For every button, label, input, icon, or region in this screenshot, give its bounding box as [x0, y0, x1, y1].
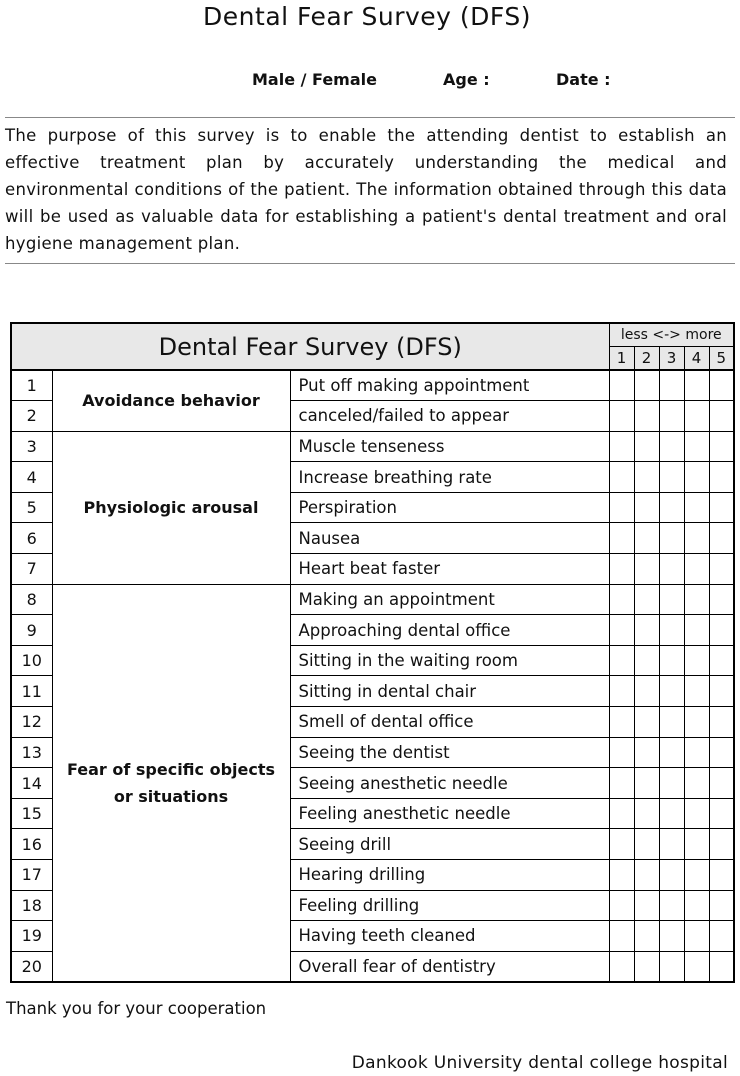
- top-divider: [5, 117, 735, 118]
- item-number: 2: [11, 401, 52, 432]
- rating-cell-1[interactable]: [609, 798, 634, 829]
- item-number: 15: [11, 798, 52, 829]
- survey-item: Sitting in the waiting room: [290, 645, 609, 676]
- rating-cell-5[interactable]: [709, 401, 734, 432]
- age-field-label[interactable]: Age :: [443, 70, 490, 89]
- rating-cell-5[interactable]: [709, 737, 734, 768]
- rating-cell-4[interactable]: [684, 523, 709, 554]
- rating-cell-1[interactable]: [609, 370, 634, 401]
- thanks-note: Thank you for your cooperation: [6, 999, 267, 1018]
- item-number: 12: [11, 707, 52, 738]
- rating-cell-3[interactable]: [659, 370, 684, 401]
- scale-4: 4: [684, 346, 709, 370]
- rating-cell-1[interactable]: [609, 676, 634, 707]
- rating-cell-1[interactable]: [609, 645, 634, 676]
- rating-cell-3[interactable]: [659, 676, 684, 707]
- item-number: 11: [11, 676, 52, 707]
- item-number: 16: [11, 829, 52, 860]
- rating-cell-1[interactable]: [609, 921, 634, 952]
- rating-cell-5[interactable]: [709, 798, 734, 829]
- scale-2: 2: [634, 346, 659, 370]
- rating-cell-5[interactable]: [709, 431, 734, 462]
- rating-cell-4[interactable]: [684, 401, 709, 432]
- survey-item: Muscle tenseness: [290, 431, 609, 462]
- rating-cell-5[interactable]: [709, 554, 734, 585]
- rating-cell-4[interactable]: [684, 462, 709, 493]
- rating-cell-3[interactable]: [659, 615, 684, 646]
- hospital-name: Dankook University dental college hospital: [351, 1053, 728, 1073]
- survey-item: Put off making appointment: [290, 370, 609, 401]
- rating-cell-1[interactable]: [609, 462, 634, 493]
- rating-cell-4[interactable]: [684, 890, 709, 921]
- rating-cell-3[interactable]: [659, 737, 684, 768]
- survey-item: Seeing anesthetic needle: [290, 768, 609, 799]
- table-row: [11, 431, 734, 462]
- rating-cell-1[interactable]: [609, 829, 634, 860]
- survey-item: canceled/failed to appear: [290, 401, 609, 432]
- survey-item: Heart beat faster: [290, 554, 609, 585]
- rating-cell-5[interactable]: [709, 645, 734, 676]
- rating-cell-2[interactable]: [634, 370, 659, 401]
- rating-cell-2[interactable]: [634, 584, 659, 615]
- survey-item: Overall fear of dentistry: [290, 951, 609, 982]
- rating-cell-1[interactable]: [609, 523, 634, 554]
- table-row: [11, 584, 734, 615]
- rating-cell-4[interactable]: [684, 737, 709, 768]
- item-number: 4: [11, 462, 52, 493]
- rating-cell-2[interactable]: [634, 921, 659, 952]
- rating-cell-5[interactable]: [709, 860, 734, 891]
- rating-cell-2[interactable]: [634, 737, 659, 768]
- scale-3: 3: [659, 346, 684, 370]
- date-field-label[interactable]: Date :: [556, 70, 611, 89]
- table-title: Dental Fear Survey (DFS): [11, 323, 609, 370]
- rating-cell-1[interactable]: [609, 707, 634, 738]
- survey-item: Nausea: [290, 523, 609, 554]
- item-number: 17: [11, 860, 52, 891]
- rating-cell-2[interactable]: [634, 768, 659, 799]
- category-label: [52, 584, 290, 982]
- rating-cell-3[interactable]: [659, 890, 684, 921]
- survey-item: Sitting in dental chair: [290, 676, 609, 707]
- table-row: [11, 370, 734, 401]
- rating-cell-1[interactable]: [609, 860, 634, 891]
- category-label: Avoidance behavior: [52, 370, 290, 431]
- survey-item: Feeling drilling: [290, 890, 609, 921]
- item-number: 1: [11, 370, 52, 401]
- item-number: 5: [11, 492, 52, 523]
- rating-cell-5[interactable]: [709, 523, 734, 554]
- dfs-table: [10, 322, 735, 983]
- survey-item: Seeing the dentist: [290, 737, 609, 768]
- rating-cell-2[interactable]: [634, 951, 659, 982]
- rating-cell-3[interactable]: [659, 768, 684, 799]
- rating-cell-4[interactable]: [684, 584, 709, 615]
- rating-cell-2[interactable]: [634, 462, 659, 493]
- rating-cell-1[interactable]: [609, 554, 634, 585]
- rating-cell-5[interactable]: [709, 370, 734, 401]
- rating-cell-2[interactable]: [634, 492, 659, 523]
- survey-item: Perspiration: [290, 492, 609, 523]
- rating-cell-4[interactable]: [684, 676, 709, 707]
- rating-cell-3[interactable]: [659, 951, 684, 982]
- category-label-line: or situations: [113, 786, 229, 806]
- item-number: 7: [11, 554, 52, 585]
- purpose-paragraph: The purpose of this survey is to enable the attending dentist to establish an effective treatment plan by accurately understanding the medical and environmental conditions of the patient. The information obtained through this data will be used as valuable data for establishing a patient's dental treatment and oral hygiene management plan.: [5, 126, 727, 253]
- rating-cell-2[interactable]: [634, 615, 659, 646]
- item-number: 9: [11, 615, 52, 646]
- survey-item: Increase breathing rate: [290, 462, 609, 493]
- scale-label: less <-> more: [609, 323, 734, 346]
- item-number: 20: [11, 951, 52, 982]
- survey-item: Smell of dental office: [290, 707, 609, 738]
- rating-cell-3[interactable]: [659, 401, 684, 432]
- rating-cell-1[interactable]: [609, 890, 634, 921]
- rating-cell-3[interactable]: [659, 707, 684, 738]
- rating-cell-5[interactable]: [709, 462, 734, 493]
- item-number: 19: [11, 921, 52, 952]
- rating-cell-1[interactable]: [609, 584, 634, 615]
- rating-cell-2[interactable]: [634, 676, 659, 707]
- rating-cell-3[interactable]: [659, 645, 684, 676]
- rating-cell-3[interactable]: [659, 462, 684, 493]
- rating-cell-4[interactable]: [684, 798, 709, 829]
- rating-cell-4[interactable]: [684, 615, 709, 646]
- rating-cell-4[interactable]: [684, 860, 709, 891]
- scale-5: 5: [709, 346, 734, 370]
- rating-cell-4[interactable]: [684, 370, 709, 401]
- survey-item: Approaching dental office: [290, 615, 609, 646]
- category-label: Physiologic arousal: [52, 431, 290, 584]
- rating-cell-2[interactable]: [634, 431, 659, 462]
- item-number: 14: [11, 768, 52, 799]
- survey-item: Having teeth cleaned: [290, 921, 609, 952]
- rating-cell-2[interactable]: [634, 401, 659, 432]
- rating-cell-5[interactable]: [709, 676, 734, 707]
- survey-item: Seeing drill: [290, 829, 609, 860]
- item-number: 6: [11, 523, 52, 554]
- rating-cell-2[interactable]: [634, 829, 659, 860]
- rating-cell-2[interactable]: [634, 523, 659, 554]
- rating-cell-1[interactable]: [609, 951, 634, 982]
- rating-cell-4[interactable]: [684, 768, 709, 799]
- rating-cell-3[interactable]: [659, 860, 684, 891]
- rating-cell-1[interactable]: [609, 768, 634, 799]
- rating-cell-4[interactable]: [684, 921, 709, 952]
- rating-cell-5[interactable]: [709, 492, 734, 523]
- item-number: 18: [11, 890, 52, 921]
- rating-cell-5[interactable]: [709, 768, 734, 799]
- item-number: 3: [11, 431, 52, 462]
- survey-item: Hearing drilling: [290, 860, 609, 891]
- rating-cell-2[interactable]: [634, 707, 659, 738]
- rating-cell-4[interactable]: [684, 431, 709, 462]
- rating-cell-3[interactable]: [659, 584, 684, 615]
- rating-cell-1[interactable]: [609, 431, 634, 462]
- rating-cell-3[interactable]: [659, 523, 684, 554]
- rating-cell-3[interactable]: [659, 921, 684, 952]
- rating-cell-3[interactable]: [659, 554, 684, 585]
- rating-cell-3[interactable]: [659, 798, 684, 829]
- rating-cell-2[interactable]: [634, 860, 659, 891]
- rating-cell-3[interactable]: [659, 492, 684, 523]
- rating-cell-2[interactable]: [634, 645, 659, 676]
- rating-cell-5[interactable]: [709, 890, 734, 921]
- survey-item: Making an appointment: [290, 584, 609, 615]
- gender-field-label[interactable]: Male / Female: [252, 70, 377, 89]
- rating-cell-5[interactable]: [709, 584, 734, 615]
- page-title: Dental Fear Survey (DFS): [203, 2, 531, 31]
- survey-item: Feeling anesthetic needle: [290, 798, 609, 829]
- rating-cell-2[interactable]: [634, 554, 659, 585]
- rating-cell-1[interactable]: [609, 401, 634, 432]
- rating-cell-1[interactable]: [609, 615, 634, 646]
- rating-cell-2[interactable]: [634, 798, 659, 829]
- item-number: 10: [11, 645, 52, 676]
- rating-cell-5[interactable]: [709, 951, 734, 982]
- rating-cell-4[interactable]: [684, 707, 709, 738]
- rating-cell-3[interactable]: [659, 829, 684, 860]
- rating-cell-5[interactable]: [709, 921, 734, 952]
- rating-cell-2[interactable]: [634, 890, 659, 921]
- rating-cell-1[interactable]: [609, 737, 634, 768]
- item-number: 8: [11, 584, 52, 615]
- rating-cell-5[interactable]: [709, 829, 734, 860]
- scale-1: 1: [609, 346, 634, 370]
- rating-cell-5[interactable]: [709, 707, 734, 738]
- rating-cell-5[interactable]: [709, 615, 734, 646]
- rating-cell-4[interactable]: [684, 645, 709, 676]
- rating-cell-4[interactable]: [684, 492, 709, 523]
- item-number: 13: [11, 737, 52, 768]
- rating-cell-4[interactable]: [684, 951, 709, 982]
- rating-cell-1[interactable]: [609, 492, 634, 523]
- rating-cell-4[interactable]: [684, 554, 709, 585]
- category-label-line: Fear of specific objects: [66, 759, 276, 779]
- rating-cell-3[interactable]: [659, 431, 684, 462]
- bottom-divider: [5, 263, 735, 264]
- rating-cell-4[interactable]: [684, 829, 709, 860]
